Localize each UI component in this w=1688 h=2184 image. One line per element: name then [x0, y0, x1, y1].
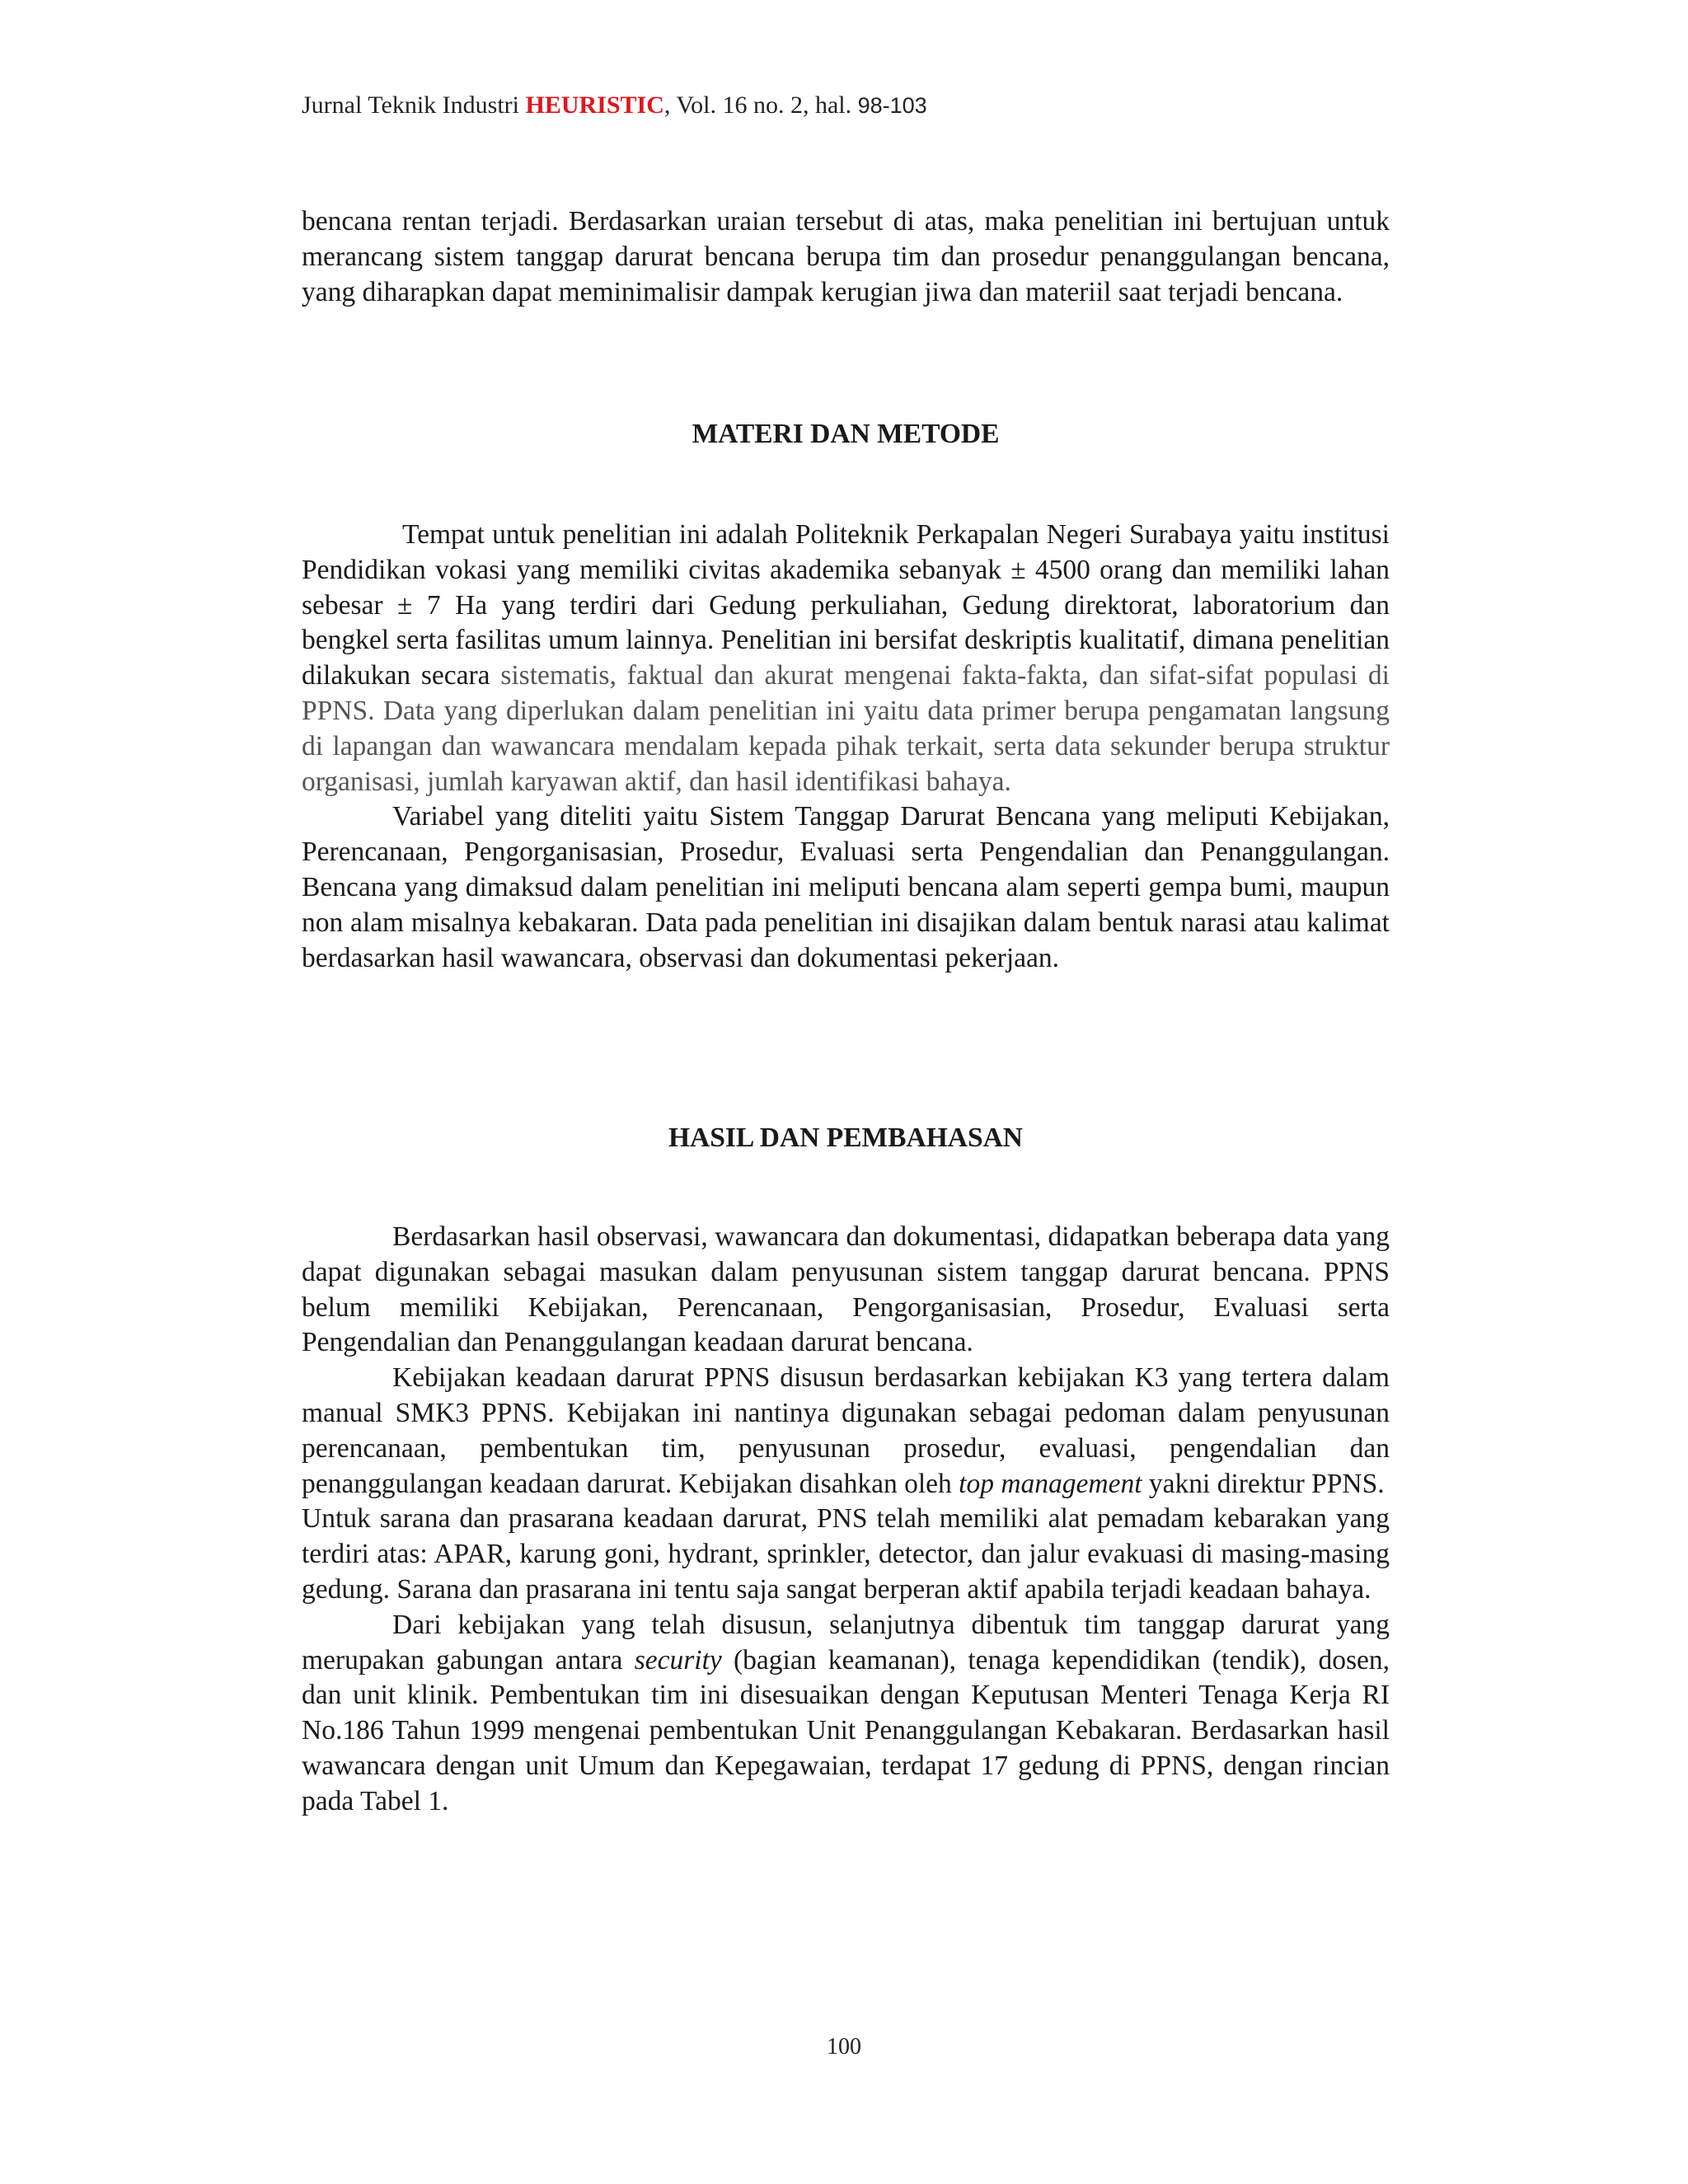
methods-paragraph-2: Variabel yang diteliti yaitu Sistem Tanggap Darurat Bencana yang meliputi Kebijakan, Perencanaan, Pengorganisasian, Prosedur, Evaluasi serta Pengendalian dan Penanggulangan. Bencana yang dimaksud dalam penelitian ini meliputi bencana alam seperti gempa bumi, maupun non alam misalnya kebakaran. Data pada penelitian ini disajikan dalam bentuk narasi atau kalimat berdasarkan hasil wawancara, observasi dan dokumentasi pekerjaan. — [302, 801, 1390, 973]
intro-block — [302, 204, 1390, 310]
methods-block — [302, 518, 1390, 976]
methods-paragraph-1-text: Tempat untuk penelitian ini adalah Politeknik Perkapalan Negeri Surabaya yaitu institusi Pendidikan vokasi yang memiliki civitas akademika sebanyak ± 4500 orang dan memiliki lahan sebesar ± 7 Ha yang terdiri dari Gedung perkuliahan, Gedung direktorat, laboratorium dan bengkel serta fasilitas umum lainnya. Penelitian ini bersifat deskriptis kualitatif, dimana penelitian dilakukan secara — [302, 519, 1390, 691]
results-paragraph-2-italic: top management — [959, 1468, 1142, 1499]
results-paragraph-4 — [302, 1608, 1390, 1820]
results-paragraph-2 — [302, 1361, 1390, 1502]
results-paragraph-2-text: Kebijakan keadaan darurat PPNS disusun berdasarkan kebijakan K3 yang tertera dalam manual SMK3 PPNS. Kebijakan ini nantinya digunakan sebagai pedoman dalam penyusunan perencanaan, pembentukan tim, penyusunan prosedur, evaluasi, pengendalian dan penanggulangan keadaan darurat. Kebijakan disahkan oleh — [302, 1362, 1390, 1499]
journal-name: Jurnal Teknik Industri — [302, 91, 526, 119]
running-header — [302, 89, 927, 122]
results-paragraph-4-end: (bagian keamanan), tenaga kependidikan (tendik), dosen, dan unit klinik. Pembentukan tim ini disesuaikan dengan Keputusan Menteri Tenaga Kerja RI No.186 Tahun 1999 mengenai pembentukan Unit Penanggulangan Kebakaran. Berdasarkan hasil wawancara dengan unit Umum dan Kepegawaian, terdapat 17 gedung di PPNS, dengan rincian pada Tabel 1. — [302, 1644, 1390, 1816]
results-block — [302, 1220, 1390, 1820]
volume-info: , Vol. 16 no. 2, hal. — [663, 91, 858, 119]
intro-paragraph: bencana rentan terjadi. Berdasarkan uraian tersebut di atas, maka penelitian ini bertujuan untuk merancang sistem tanggap darurat bencana berupa tim dan prosedur penanggulangan bencana, yang diharapkan dapat meminimalisir dampak kerugian jiwa dan materiil saat terjadi bencana. — [302, 206, 1390, 307]
journal-brand: HEURISTIC — [525, 91, 664, 119]
results-paragraph-4-text: Dari kebijakan yang telah disusun, selanjutnya dibentuk tim tanggap darurat yang merupakan gabungan antara — [302, 1609, 1390, 1675]
results-paragraph-1: Berdasarkan hasil observasi, wawancara dan dokumentasi, didapatkan beberapa data yang dapat digunakan sebagai masukan dalam penyusunan sistem tanggap darurat bencana. PPNS belum memiliki Kebijakan, Perencanaan, Pengorganisasian, Prosedur, Evaluasi serta Pengendalian dan Penanggulangan keadaan darurat bencana. — [302, 1221, 1390, 1358]
page-number: 100 — [827, 2034, 861, 2060]
results-paragraph-3: Untuk sarana dan prasarana keadaan darurat, PNS telah memiliki alat pemadam kebarakan yang terdiri atas: APAR, karung goni, hydrant, sprinkler, detector, dan jalur evakuasi di masing-masing gedung. Sarana dan prasarana ini tentu saja sangat berperan aktif apabila terjadi keadaan bahaya. — [302, 1503, 1390, 1605]
results-paragraph-2-end: yakni direktur PPNS. — [1142, 1468, 1385, 1499]
results-heading: HASIL DAN PEMBAHASAN — [668, 1122, 1023, 1153]
methods-paragraph-1-continued: sistematis, faktual dan akurat mengenai fakta-fakta, dan sifat-sifat populasi di PPNS. Data yang diperlukan dalam penelitian ini yaitu data primer berupa pengamatan langsung di lapangan dan wawancara mendalam kepada pihak terkait, serta data sekunder berupa struktur organisasi, jumlah karyawan aktif, dan hasil identifikasi bahaya. — [302, 660, 1390, 797]
results-paragraph-4-italic: security — [634, 1644, 722, 1675]
methods-heading: MATERI DAN METODE — [692, 419, 1000, 449]
methods-paragraph-1 — [302, 518, 1390, 799]
page-range: 98-103 — [857, 93, 927, 118]
